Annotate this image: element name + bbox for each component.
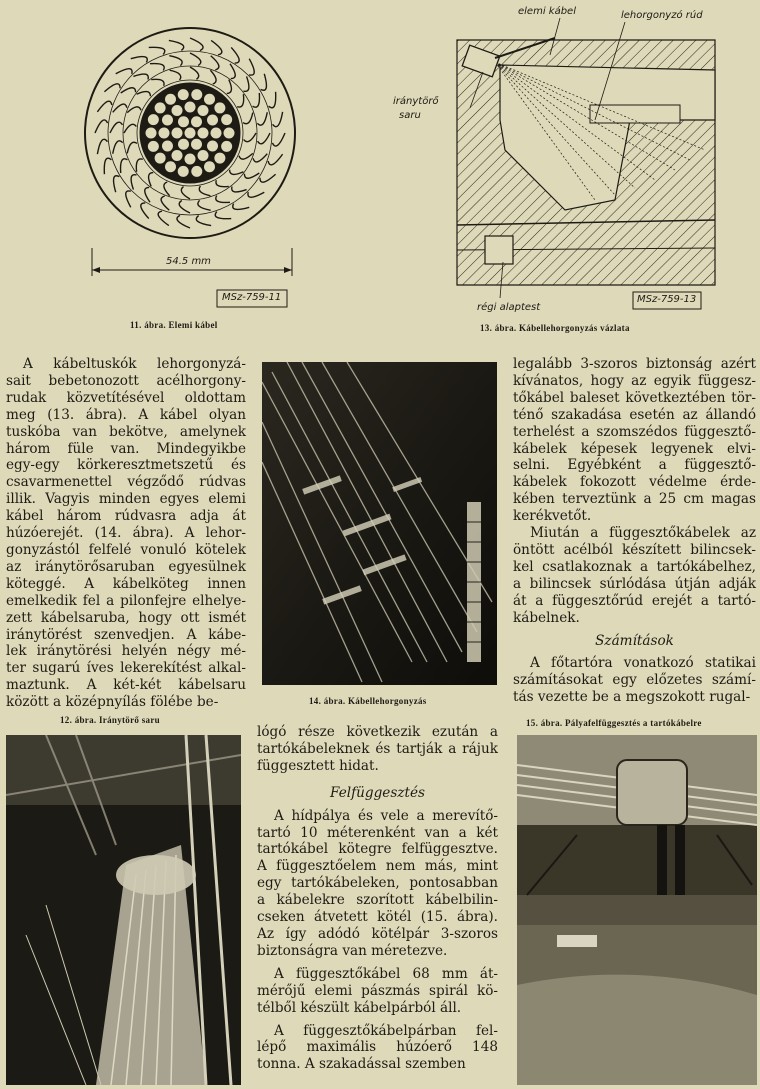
text-line: tás vezette be a megszokott rugal- <box>513 689 751 706</box>
text-line: az iránytörősaruban egyesülnek <box>6 558 246 575</box>
text-line: biztonságra van méretezve. <box>257 942 448 959</box>
column-3-paragraph-1 <box>513 356 756 525</box>
column-1-paragraph <box>6 356 246 711</box>
text-line: iránytörést szenvedjen. A kábe- <box>6 626 246 643</box>
text-line: A függesztőelem nem más, mint <box>257 858 498 875</box>
figure-13-anchorage-sketch <box>385 0 725 322</box>
text-line: kel csatlakoznak a tartókábelhez, <box>513 558 756 575</box>
text-line: köteggé. A kábelköteg innen <box>6 575 246 592</box>
label-saru: saru <box>399 110 421 121</box>
label-regi-alaptest: régi alaptest <box>477 302 541 313</box>
text-line: kábelek fokozott védelme érde- <box>513 474 756 491</box>
text-line: gonyzástól felfelé vonuló kötelek <box>6 541 246 558</box>
text-line: kerékvetőt. <box>513 508 592 525</box>
text-line: kábel három rúdvasra adja át <box>6 508 246 525</box>
text-line: a kábelekre szorított kábelbilin- <box>257 892 498 909</box>
text-line: selni. Egyébként a függesztő- <box>513 457 756 474</box>
text-line: lépő maximális húzóerő 148 <box>257 1039 498 1056</box>
figure-12-caption: 12. ábra. Iránytörő saru <box>60 715 160 725</box>
text-line: legalább 3-szoros biztonság azért <box>513 356 756 372</box>
label-elemi-kabel: elemi kábel <box>518 6 576 17</box>
text-line: kábelnek. <box>513 609 580 626</box>
text-line: A főtartóra vonatkozó statikai <box>530 655 756 672</box>
text-line: rudak közvetítésével oldottam <box>6 389 246 406</box>
text-line: emelkedik fel a pilonfejre elhelye- <box>6 592 246 609</box>
text-line: tuskóba van bekötve, amelynek <box>6 423 246 440</box>
suspension-photo <box>517 735 757 1085</box>
text-column-3 <box>513 356 756 706</box>
text-line: között a középnyílás fölébe be- <box>6 694 219 711</box>
text-line: A függesztőkábelpárban fel- <box>274 1022 498 1039</box>
label-iranytoro: iránytörő <box>393 96 439 107</box>
text-line: tőkábel baleset következtében tör- <box>513 389 756 406</box>
text-line: cseken átvetett kötél (15. ábra). <box>257 909 498 926</box>
text-line: kívánatos, hogy az egyik függesz- <box>513 372 756 389</box>
saddle-photo <box>6 735 241 1085</box>
text-line: A hídpálya és vele a merevítő- <box>274 807 498 824</box>
figure-12-photo <box>6 735 241 1085</box>
text-line: húzóerejét. (14. ábra). A lehor- <box>6 525 246 542</box>
text-line: kében terveztünk a 25 cm magas <box>513 491 756 508</box>
figure-15-photo <box>517 735 757 1085</box>
text-line: illik. Vagyis minden egyes elemi <box>6 491 246 508</box>
text-line: zett kábelsaruba, hogy ott ismét <box>6 609 246 626</box>
text-line: mérőjű elemi pászmás spirál kö- <box>257 982 498 999</box>
text-line: lógó része következik ezután a <box>257 724 498 740</box>
label-lehorgonyzo-rud: lehorgonyzó rúd <box>621 10 703 21</box>
text-line: télből készült kábelpárból áll. <box>257 999 462 1016</box>
text-line: kábelek képesek legyenek elvi- <box>513 440 756 457</box>
text-line: meg (13. ábra). A kábel olyan <box>6 406 246 423</box>
text-column-2 <box>257 724 498 1073</box>
text-line: tartókábeleknek és tartják a rájuk <box>257 740 498 757</box>
column-3-paragraph-2 <box>513 525 756 626</box>
text-line: ténő szakadása esetén az állandó <box>513 406 756 423</box>
text-line: maztunk. A két-két kábelsaru <box>6 677 246 694</box>
text-line: Miután a függesztőkábelek az <box>530 525 756 542</box>
text-line: öntött acélból készített bilincsek- <box>513 541 756 558</box>
dimension-label: 54.5 mm <box>166 256 211 267</box>
column-3-paragraph-3 <box>513 655 756 706</box>
text-line: lek iránytörési helyén négy mé- <box>6 643 246 660</box>
text-line: ter sugarú íves lekerekítést alkal- <box>6 660 246 677</box>
column-2-paragraph-4 <box>257 1023 498 1074</box>
anchorage-drawing <box>385 0 725 322</box>
figure-13-caption: 13. ábra. Kábellehorgonyzás vázlata <box>480 323 630 333</box>
column-2-paragraph-1 <box>257 724 498 775</box>
text-line: A kábeltuskók lehorgonyzá- <box>23 356 246 372</box>
text-line: függesztett hidat. <box>257 757 379 774</box>
text-line: át a függesztőrúd erejét a tartó- <box>513 592 756 609</box>
standard-label: MSz-759-11 <box>222 292 282 303</box>
figure-11-caption: 11. ábra. Elemi kábel <box>130 320 218 330</box>
figure-14-caption: 14. ábra. Kábellehorgonyzás <box>309 696 427 706</box>
section-heading-szamitasok: Számítások <box>595 632 674 649</box>
text-line: tartó 10 méterenként van a két <box>257 824 498 841</box>
text-line: egy tartókábeleken, pontosabban <box>257 875 498 892</box>
text-line: sait bebetonozott acélhorgony- <box>6 372 246 389</box>
text-line: Az így adódó kötélpár 3-szoros <box>257 925 498 942</box>
text-line: csavarmenettel végződő rúdvas <box>6 474 246 491</box>
column-2-paragraph-3 <box>257 966 498 1017</box>
cable-anchorage-photo <box>262 362 497 685</box>
figure-14-photo <box>262 362 497 685</box>
figure-11-cable-section <box>70 8 310 326</box>
text-line: számításokat egy előzetes számí- <box>513 672 756 689</box>
text-line: terhelést a szomszédos függesztő- <box>513 423 756 440</box>
section-heading-felfuggesztes: Felfüggesztés <box>330 784 425 801</box>
text-line: A függesztőkábel 68 mm át- <box>274 965 498 982</box>
text-line: tartókábel kötegre felfüggesztve. <box>257 841 498 858</box>
column-2-paragraph-2 <box>257 808 498 960</box>
figure-15-caption: 15. ábra. Pályafelfüggesztés a tartókábelre <box>526 718 702 728</box>
text-line: tonna. A szakadással szemben <box>257 1056 466 1073</box>
text-column-1 <box>6 356 246 711</box>
cable-cross-section-drawing <box>70 8 310 326</box>
text-line: a bilincsek súrlódása útján adják <box>513 575 756 592</box>
text-line: egy-egy körkeresztmetszetű és <box>6 457 246 474</box>
text-line: három füle van. Mindegyikbe <box>6 440 246 457</box>
standard-label: MSz-759-13 <box>637 294 697 305</box>
